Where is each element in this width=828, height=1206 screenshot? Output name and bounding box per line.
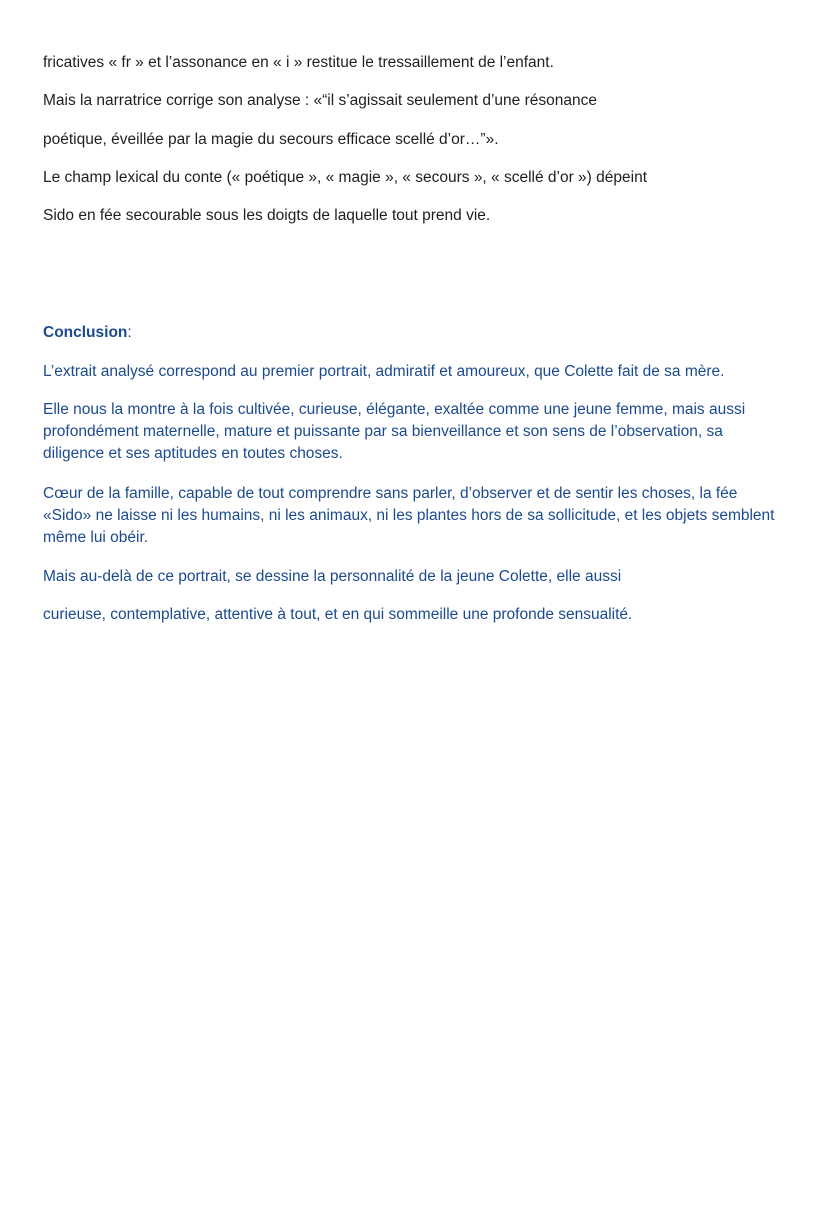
conclusion-paragraph-2: Elle nous la montre à la fois cultivée, curieuse, élégante, exaltée comme une jeune femme, mais aussi profondément maternelle, mature et puissante par sa bienveillance et son sens de l’observation, sa diligence et ses aptitudes en toutes choses. bbox=[43, 401, 746, 462]
analysis-line-4: Le champ lexical du conte (« poétique », « magie », « secours », « scellé d’or ») dépeint bbox=[43, 169, 648, 186]
analysis-line-2: Mais la narratrice corrige son analyse : «“il s’agissait seulement d’une résonance bbox=[43, 92, 597, 109]
conclusion-heading-colon: : bbox=[127, 324, 132, 341]
analysis-line-1: fricatives « fr » et l’assonance en « i » restitue le tressaillement de l’enfant. bbox=[43, 54, 554, 71]
conclusion-heading-label: Conclusion bbox=[43, 324, 128, 341]
conclusion-paragraph-5: curieuse, contemplative, attentive à tout, et en qui sommeille une profonde sensualité. bbox=[43, 606, 633, 623]
conclusion-paragraph-1: L’extrait analysé correspond au premier portrait, admiratif et amoureux, que Colette fait de sa mère. bbox=[43, 363, 725, 380]
analysis-line-3: poétique, éveillée par la magie du secours efficace scellé d’or…”». bbox=[43, 131, 499, 148]
conclusion-paragraph-3: Cœur de la famille, capable de tout comprendre sans parler, d’observer et de sentir les choses, la fée «Sido» ne laisse ni les humains, ni les animaux, ni les plantes hors de sa sollicitude, et les objets semblent même lui obéir. bbox=[43, 485, 775, 546]
conclusion-heading bbox=[43, 322, 132, 344]
conclusion-paragraph-4: Mais au-delà de ce portrait, se dessine la personnalité de la jeune Colette, elle aussi bbox=[43, 568, 622, 585]
analysis-line-5: Sido en fée secourable sous les doigts de laquelle tout prend vie. bbox=[43, 207, 491, 224]
